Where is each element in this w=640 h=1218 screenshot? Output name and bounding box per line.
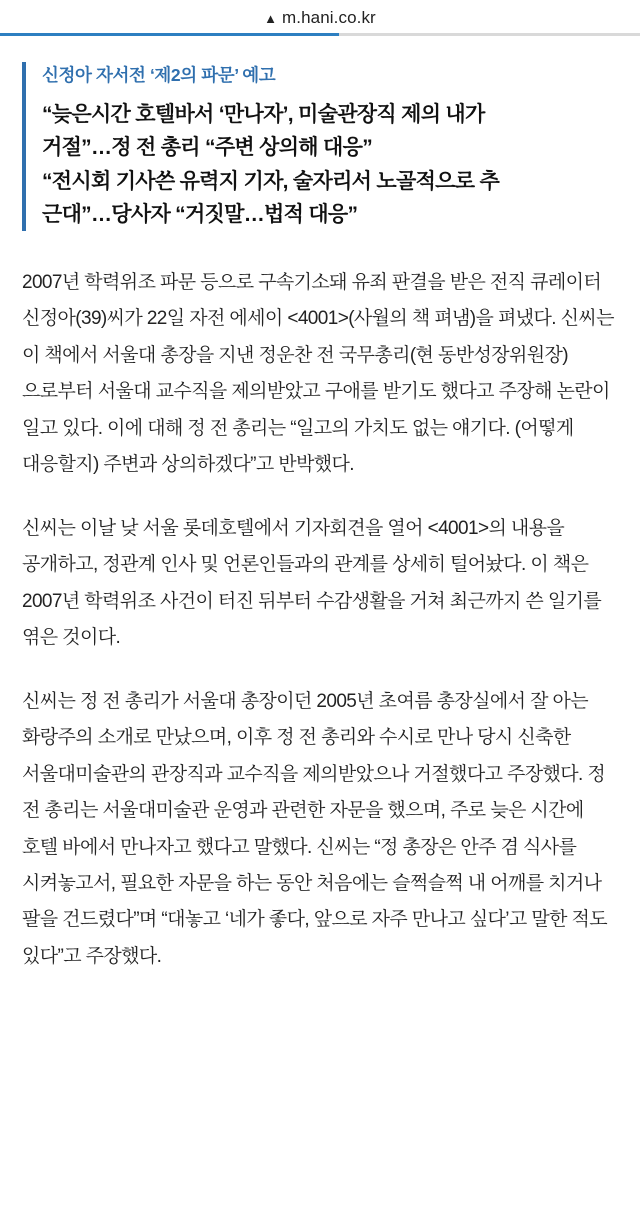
headline-line: “전시회 기사쓴 유력지 기자, 술자리서 노골적으로 추 [42,169,500,193]
article-kicker: 신정아 자서전 ‘제2의 파문’ 예고 [42,65,276,85]
page-load-progress [0,33,640,36]
page-load-progress-fill [0,33,339,36]
article-headline [42,98,618,231]
article-paragraph: 신씨는 이날 낮 서울 롯데호텔에서 기자회견을 열어 <4001>의 내용을 공개하고, 정관계 인사 및 언론인들과의 관계를 상세히 털어놨다. 이 책은 2007년 학력위조 사건이 터진 뒤부터 수감생활을 거쳐 최근까지 쓴 일기를 엮은 것이다. [22,517,602,649]
url-text: m.hani.co.kr [282,8,376,27]
article-container [0,36,640,975]
headline-line: “늦은시간 호텔바서 ‘만나자’, 미술관장직 제의 내가 [42,103,485,127]
article-body [22,265,618,975]
headline-block [22,62,618,231]
article-paragraph: 2007년 학력위조 파문 등으로 구속기소돼 유죄 판결을 받은 전직 큐레이터 신정아(39)씨가 22일 자전 에세이 <4001>(사월의 책 펴냄)을 펴냈다. 신씨는 이 책에서 서울대 총장을 지낸 정운찬 전 국무총리(현 동반성장위원장)으로부터 서울대 교수직을 제의받았고 구애를 받기도 했다고 주장해 논란이 일고 있다. 이에 대해 정 전 총리는 “일고의 가치도 없는 얘기다. (어떻게 대응할지) 주변과 상의하겠다”고 반박했다. [22,271,614,476]
lock-icon: ▲ [264,10,278,26]
headline-line: 거절”…정 전 총리 “주변 상의해 대응” [42,136,372,160]
headline-line: 근대”…당사자 “거짓말…법적 대응” [42,202,358,226]
browser-url-bar[interactable] [0,0,640,36]
article-paragraph: 신씨는 정 전 총리가 서울대 총장이던 2005년 초여름 총장실에서 잘 아는 화랑주의 소개로 만났으며, 이후 정 전 총리와 수시로 만나 당시 신축한 서울대미술관의 관장직과 교수직을 제의받았으나 거절했다고 주장했다. 정 전 총리는 서울대미술관 운영과 관련한 자문을 했으며, 주로 늦은 시간에 호텔 바에서 만나자고 했다고 말했다. 신씨는 “정 총장은 안주 겸 식사를 시켜놓고서, 필요한 자문을 하는 동안 처음에는 슬쩍슬쩍 내 어깨를 치거나 팔을 건드렸다”며 “대놓고 ‘네가 좋다, 앞으로 자주 만나고 싶다’고 말한 적도 있다”고 주장했다. [22,690,608,967]
